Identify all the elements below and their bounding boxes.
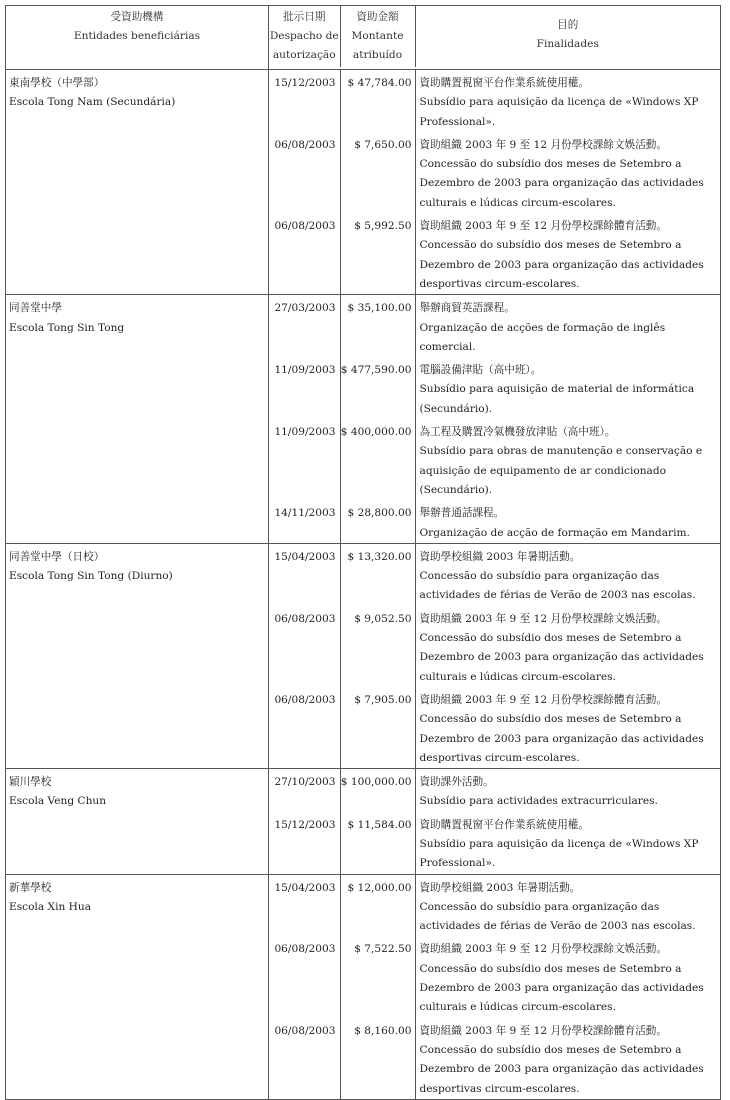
- entries-cell: [269, 543, 721, 768]
- entry-row: [269, 213, 720, 294]
- header-amount: [340, 6, 415, 67]
- institution-cell: [6, 874, 269, 1099]
- entry-date: 06/08/2003: [274, 220, 336, 233]
- entry-purpose-pt: Concessão do subsídio para organização das actividades de férias de Verão de 2003 nas escolas.: [419, 900, 696, 933]
- entry-row: [269, 1018, 720, 1099]
- institution-group: [6, 295, 721, 544]
- institution-cell: [6, 70, 269, 295]
- entry-date: 27/03/2003: [274, 302, 336, 315]
- entry-row: [269, 812, 720, 874]
- header-amount-zh: 資助金額: [356, 11, 399, 23]
- institution-name-zh: 同善堂中學: [9, 302, 62, 315]
- institution-group: [6, 769, 721, 874]
- entry-amount: $ 47,784.00: [340, 70, 415, 132]
- entry-purpose-pt: Concessão do subsídio dos meses de Setembro a Dezembro de 2003 para organização das actividades culturais e lúdicas circum-escolares.: [419, 632, 704, 683]
- entries-cell: [269, 769, 721, 874]
- entry-purpose-pt: Concessão do subsídio dos meses de Setembro a Dezembro de 2003 para organização das actividades desportivas circum-escolares.: [419, 1043, 704, 1095]
- institution-name-pt: Escola Tong Nam (Secundária): [9, 96, 176, 109]
- entry-row: [269, 936, 720, 1017]
- entry-purpose-pt: Organização de acção de formação em Mandarim.: [419, 526, 690, 539]
- entry-row: [269, 500, 720, 543]
- institution-name-zh: 穎川學校: [9, 776, 52, 789]
- entry-purpose-zh: 電腦設備津貼（高中班）。: [419, 364, 542, 377]
- entry-date: 15/12/2003: [274, 77, 336, 89]
- institution-group: [6, 70, 721, 295]
- institution-cell: [6, 295, 269, 544]
- entry-purpose-pt: Concessão do subsídio dos meses de Setembro a Dezembro de 2003 para organização das actividades desportivas circum-escolares.: [419, 239, 704, 290]
- subsidy-table: [5, 5, 721, 1100]
- entry-date: 06/08/2003: [274, 612, 336, 625]
- entry-row: [269, 769, 720, 812]
- entry-purpose-zh: 資助課外活動。: [419, 776, 494, 789]
- institution-group: [6, 543, 721, 768]
- entry-row: [269, 687, 720, 768]
- entry-row: [269, 544, 720, 606]
- entry-purpose-pt: Concessão do subsídio dos meses de Setembro a Dezembro de 2003 para organização das actividades culturais e lúdicas circum-escolares.: [419, 962, 704, 1014]
- entry-purpose: [415, 812, 720, 874]
- entry-amount: $ 400,000.00: [340, 419, 415, 500]
- entry-purpose-zh: 為工程及購置冷氣機發放津貼（高中班）。: [419, 426, 616, 439]
- entry-amount: $ 7,522.50: [340, 936, 415, 1017]
- entry-date: 06/08/2003: [274, 1024, 336, 1037]
- entry-purpose-pt: Concessão do subsídio dos meses de Setembro a Dezembro de 2003 para organização das actividades culturais e lúdicas circum-escolares.: [419, 158, 704, 209]
- entry-purpose-pt: Concessão do subsídio para organização das actividades de férias de Verão de 2003 nas escolas.: [419, 570, 696, 602]
- entry-amount: $ 5,992.50: [340, 213, 415, 294]
- institution-group: [6, 874, 721, 1099]
- entry-purpose: [415, 357, 720, 419]
- institution-name-pt: Escola Xin Hua: [9, 900, 92, 913]
- entry-purpose-zh: 資助組織 2003 年 9 至 12 月份學校課餘文娛活動。: [419, 138, 667, 151]
- entry-purpose: [415, 500, 720, 543]
- entry-purpose-pt: Subsídio para aquisição da licença de «Windows XP Professional».: [419, 96, 699, 128]
- entry-date: 15/04/2003: [274, 550, 336, 563]
- institution-name-zh: 東南學校（中學部）: [9, 77, 105, 89]
- entry-purpose-zh: 資助組織 2003 年 9 至 12 月份學校課餘體育活動。: [419, 693, 667, 706]
- institution-name-pt: Escola Veng Chun: [9, 795, 107, 808]
- header-date-pt: Despacho de autorização: [269, 30, 339, 61]
- entry-purpose: [415, 419, 720, 500]
- entry-date: 14/11/2003: [274, 507, 336, 520]
- entry-date: 06/08/2003: [274, 693, 336, 706]
- entry-purpose: [415, 687, 720, 768]
- entry-purpose-zh: 舉辦商貿英語課程。: [419, 302, 515, 315]
- entry-amount: $ 13,320.00: [340, 544, 415, 606]
- entry-row: [269, 357, 720, 419]
- entry-date: 06/08/2003: [274, 138, 336, 151]
- entries-cell: [269, 70, 721, 295]
- institution-cell: [6, 769, 269, 874]
- header-date: [269, 6, 340, 67]
- entry-purpose-pt: Concessão do subsídio dos meses de Setembro a Dezembro de 2003 para organização das actividades desportivas circum-escolares.: [419, 713, 704, 764]
- header-institution-pt: Entidades beneficiárias: [73, 30, 201, 42]
- entry-row: [269, 132, 720, 213]
- entry-date: 15/12/2003: [274, 818, 336, 831]
- entry-purpose-pt: Subsídio para aquisição da licença de «Windows XP Professional».: [419, 837, 699, 870]
- entry-purpose-pt: Subsídio para actividades extracurriculares.: [419, 795, 658, 808]
- entry-purpose: [415, 1018, 720, 1099]
- entry-purpose: [415, 70, 720, 132]
- entry-row: [269, 606, 720, 687]
- entry-date: 27/10/2003: [274, 776, 336, 789]
- header-institution-zh: 受資助機構: [110, 11, 164, 23]
- institution-name-zh: 同善堂中學（日校）: [9, 550, 105, 563]
- entry-amount: $ 8,160.00: [340, 1018, 415, 1099]
- header-institution: [6, 6, 269, 70]
- entry-purpose-zh: 資助組織 2003 年 9 至 12 月份學校課餘文娛活動。: [419, 612, 667, 625]
- entry-row: [269, 70, 720, 132]
- entry-purpose-zh: 資助組織 2003 年 9 至 12 月份學校課餘體育活動。: [419, 1024, 667, 1037]
- entries-cell: [269, 874, 721, 1099]
- entry-purpose: [415, 213, 720, 294]
- entry-row: [269, 875, 720, 937]
- entry-purpose-zh: 資助學校組織 2003 年暑期活動。: [419, 550, 581, 563]
- institution-name-zh: 新華學校: [9, 881, 52, 894]
- entry-purpose: [415, 875, 720, 937]
- entry-purpose-pt: Subsídio para aquisição de material de informática (Secundário).: [419, 383, 695, 415]
- entry-purpose: [415, 132, 720, 213]
- entry-purpose-pt: Organização de acções de formação de inglês comercial.: [419, 321, 666, 353]
- entry-amount: $ 28,800.00: [340, 500, 415, 543]
- entry-amount: $ 477,590.00: [340, 357, 415, 419]
- entry-row: [269, 419, 720, 500]
- entry-purpose-zh: 舉辦普通話課程。: [419, 507, 505, 520]
- header-purpose-pt: Finalidades: [536, 38, 599, 50]
- entry-purpose: [415, 769, 720, 812]
- entry-purpose-zh: 資助組織 2003 年 9 至 12 月份學校課餘文娛活動。: [419, 943, 667, 956]
- entries-cell: [269, 295, 721, 544]
- entry-purpose: [415, 295, 720, 357]
- entry-purpose: [415, 544, 720, 606]
- entry-amount: $ 9,052.50: [340, 606, 415, 687]
- header-amount-pt: Montante atribuído: [351, 30, 404, 61]
- header-row: [6, 6, 721, 70]
- entry-date: 11/09/2003: [274, 426, 336, 439]
- entry-date: 11/09/2003: [274, 364, 336, 377]
- entry-purpose-zh: 資助購置視窗平台作業系統使用權。: [419, 77, 589, 89]
- institution-name-pt: Escola Tong Sin Tong: [9, 321, 125, 334]
- header-purpose: [415, 6, 720, 67]
- institution-name-pt: Escola Tong Sin Tong (Diurno): [9, 570, 173, 583]
- header-date-zh: 批示日期: [283, 11, 326, 23]
- entry-purpose-pt: Subsídio para obras de manutenção e conservação e aquisição de equipamento de ar condicionado (Secundário).: [419, 445, 703, 496]
- entry-purpose: [415, 606, 720, 687]
- entry-purpose: [415, 936, 720, 1017]
- institution-cell: [6, 543, 269, 768]
- entry-date: 15/04/2003: [274, 881, 336, 894]
- entry-purpose-zh: 資助學校組織 2003 年暑期活動。: [419, 881, 581, 894]
- entry-purpose-zh: 資助組織 2003 年 9 至 12 月份學校課餘體育活動。: [419, 220, 667, 233]
- header-right: [269, 6, 721, 70]
- entry-amount: $ 7,650.00: [340, 132, 415, 213]
- header-purpose-zh: 目的: [557, 19, 579, 31]
- entry-amount: $ 100,000.00: [340, 769, 415, 812]
- entry-amount: $ 12,000.00: [340, 875, 415, 937]
- entry-row: [269, 295, 720, 357]
- entry-purpose-zh: 資助購置視窗平台作業系統使用權。: [419, 818, 589, 831]
- entry-amount: $ 35,100.00: [340, 295, 415, 357]
- entry-amount: $ 11,584.00: [340, 812, 415, 874]
- entry-amount: $ 7,905.00: [340, 687, 415, 768]
- entry-date: 06/08/2003: [274, 943, 336, 956]
